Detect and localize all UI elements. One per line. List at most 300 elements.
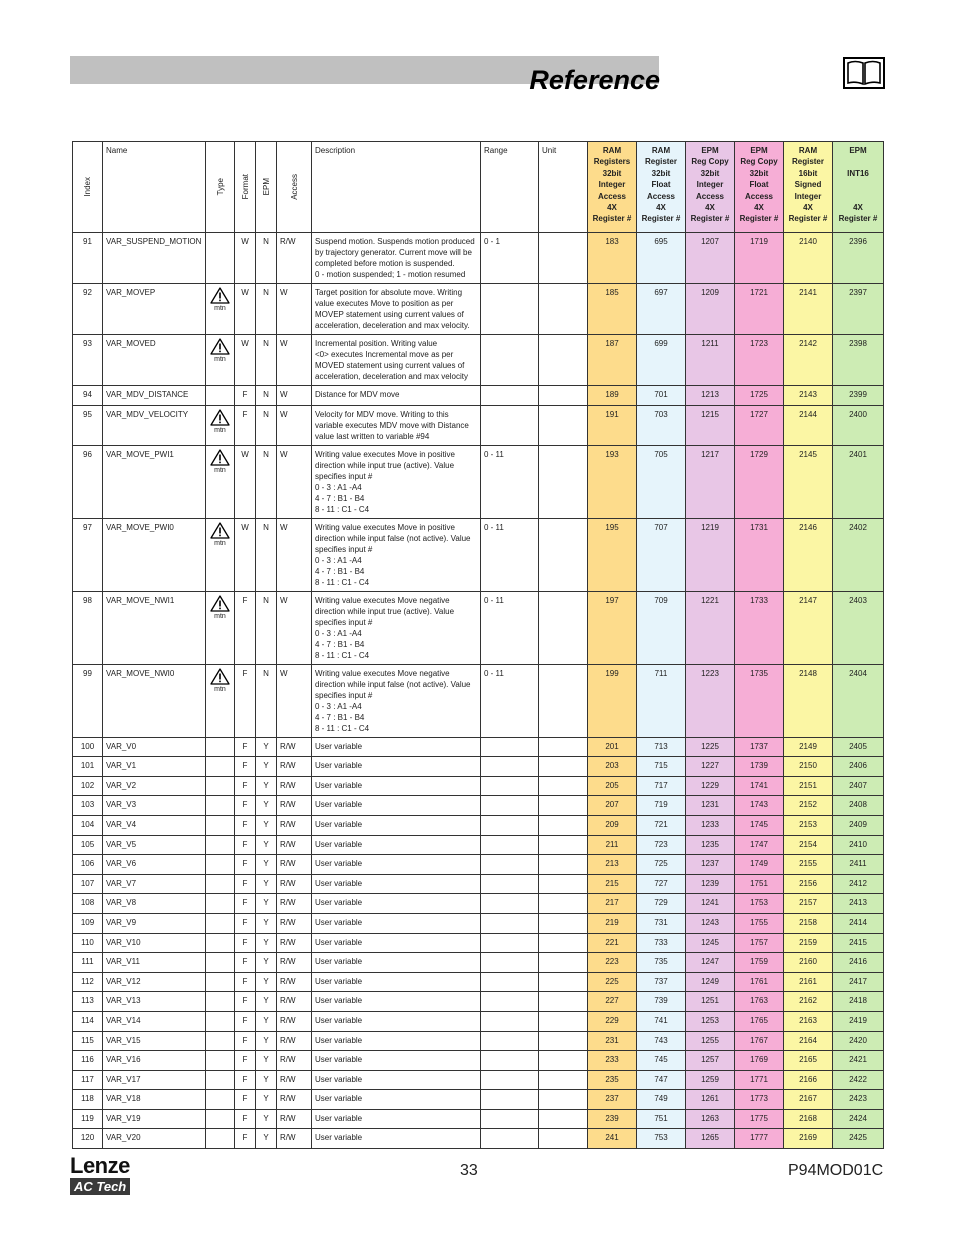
cell-index: 96 [73,445,103,518]
cell-register-e: 2168 [784,1109,833,1129]
description-line: MOVED statement using current values of [315,361,465,370]
header-line: INT16 [847,168,869,178]
cell-register-f: 2423 [833,1090,884,1110]
type-label: mtn [214,305,226,312]
cell-register-e: 2167 [784,1090,833,1110]
description-line: specifies input # [315,690,373,700]
cell-range: 0 - 11 [481,591,539,664]
header-line: Access [597,191,627,201]
description-line: specifies input # [315,544,373,554]
cell-index: 105 [73,835,103,855]
cell-register-e: 2153 [784,815,833,835]
description-line: acceleration, deceleration and max velocity [315,372,468,381]
header-line: Register # [592,214,632,224]
description-line: 0 - 3 : A1 -A4 [315,555,362,565]
header-line: Signed [794,180,822,190]
cell-type [206,405,235,445]
cell-register-e: 2152 [784,796,833,816]
cell-range [481,835,539,855]
warning-triangle-icon [210,409,230,426]
cell-type [206,591,235,664]
description-line: Distance for MDV move [315,390,400,399]
cell-name: VAR_V0 [103,737,206,757]
cell-index: 94 [73,386,103,406]
cell-epm: Y [256,1109,277,1129]
cell-unit [539,894,588,914]
cell-register-a: 203 [588,757,637,777]
description-line: User variable [315,1035,363,1045]
cell-register-d: 1733 [735,591,784,664]
cell-epm: Y [256,972,277,992]
cell-register-c: 1251 [686,992,735,1012]
cell-register-f: 2422 [833,1070,884,1090]
cell-name: VAR_V5 [103,835,206,855]
header-line: RAM [798,146,818,155]
description-line: 8 - 11 : C1 - C4 [315,504,370,514]
cell-unit [539,796,588,816]
description-line: acceleration, deceleration and max velocity. [315,321,470,330]
cell-type [206,386,235,406]
header-line: 4X [656,203,666,213]
cell-format: F [235,992,256,1012]
cell-register-f: 2412 [833,874,884,894]
cell-register-f: 2424 [833,1109,884,1129]
cell-type [206,796,235,816]
cell-range [481,913,539,933]
cell-name: VAR_V13 [103,992,206,1012]
cell-register-a: 191 [588,405,637,445]
cell-format: F [235,894,256,914]
cell-access: R/W [277,1129,312,1149]
cell-description [312,992,481,1012]
header-line: Float [651,180,671,190]
cell-description [312,386,481,406]
cell-register-b: 719 [637,796,686,816]
description-line: User variable [315,839,363,849]
cell-format: F [235,1129,256,1149]
cell-format: W [235,445,256,518]
table-row [73,1051,884,1071]
cell-register-e: 2165 [784,1051,833,1071]
cell-name: VAR_V19 [103,1109,206,1129]
description-line: completed before motion is suspended. [315,259,455,268]
cell-description [312,405,481,445]
cell-register-b: 733 [637,933,686,953]
table-row [73,518,884,591]
table-row [73,1090,884,1110]
cell-index: 92 [73,284,103,335]
cell-epm: Y [256,874,277,894]
description-line: 0 - motion suspended; 1 - motion resumed [315,270,466,279]
cell-description [312,284,481,335]
cell-access: R/W [277,1109,312,1129]
cell-register-e: 2143 [784,386,833,406]
cell-register-b: 745 [637,1051,686,1071]
table-row [73,445,884,518]
cell-epm: N [256,284,277,335]
table-row [73,953,884,973]
cell-epm: Y [256,835,277,855]
description-line: value executes Move to position as per [315,299,454,308]
col-ram-16bit-integer-header [784,142,833,233]
cell-access: R/W [277,233,312,284]
table-row [73,815,884,835]
cell-epm: Y [256,1011,277,1031]
cell-epm: N [256,335,277,386]
cell-description [312,933,481,953]
cell-description [312,757,481,777]
cell-type [206,1051,235,1071]
cell-description [312,776,481,796]
cell-description [312,972,481,992]
cell-register-b: 717 [637,776,686,796]
header-line [836,191,880,202]
cell-register-f: 2411 [833,855,884,875]
book-icon [843,57,885,89]
col-access-header: Access [277,142,312,233]
cell-register-a: 207 [588,796,637,816]
cell-register-b: 705 [637,445,686,518]
cell-register-f: 2407 [833,776,884,796]
cell-register-d: 1723 [735,335,784,386]
cell-register-a: 193 [588,445,637,518]
description-line: User variable [315,996,363,1006]
cell-register-b: 709 [637,591,686,664]
cell-range [481,1070,539,1090]
cell-unit [539,855,588,875]
cell-access: R/W [277,1031,312,1051]
cell-register-c: 1241 [686,894,735,914]
description-line: 0 - 3 : A1 -A4 [315,701,362,711]
cell-format: F [235,776,256,796]
cell-register-e: 2162 [784,992,833,1012]
cell-epm: N [256,664,277,737]
cell-epm: Y [256,1090,277,1110]
table-row [73,284,884,335]
description-line: User variable [315,1074,363,1084]
header-line: 16bit [798,168,818,178]
table-row [73,1129,884,1149]
cell-description [312,1109,481,1129]
description-line: User variable [315,1094,363,1104]
cell-register-a: 201 [588,737,637,757]
cell-register-d: 1767 [735,1031,784,1051]
cell-register-e: 2158 [784,913,833,933]
cell-format: W [235,284,256,335]
cell-index: 99 [73,664,103,737]
description-line: 0 - 3 : A1 -A4 [315,628,362,638]
cell-name: VAR_V12 [103,972,206,992]
cell-register-b: 699 [637,335,686,386]
table-row [73,796,884,816]
cell-name: VAR_MOVED [103,335,206,386]
cell-description [312,1051,481,1071]
cell-register-c: 1265 [686,1129,735,1149]
cell-access: R/W [277,913,312,933]
table-row [73,972,884,992]
table-row [73,664,884,737]
cell-unit [539,1109,588,1129]
col-index-header: Index [73,142,103,233]
cell-unit [539,233,588,284]
cell-register-a: 189 [588,386,637,406]
cell-index: 110 [73,933,103,953]
description-line: User variable [315,761,363,771]
header-line: EPM [849,146,867,155]
cell-register-c: 1255 [686,1031,735,1051]
cell-index: 100 [73,737,103,757]
description-line: Incremental position. Writing value [315,339,438,348]
cell-unit [539,1070,588,1090]
cell-range [481,386,539,406]
table-row [73,757,884,777]
cell-type [206,233,235,284]
cell-description [312,591,481,664]
cell-epm: Y [256,1070,277,1090]
cell-type [206,284,235,335]
cell-register-f: 2415 [833,933,884,953]
cell-description [312,1011,481,1031]
cell-register-a: 187 [588,335,637,386]
cell-register-b: 743 [637,1031,686,1051]
cell-epm: Y [256,1031,277,1051]
cell-register-d: 1727 [735,405,784,445]
cell-index: 104 [73,815,103,835]
cell-access: R/W [277,972,312,992]
cell-register-a: 183 [588,233,637,284]
col-type-header: Type [206,142,235,233]
cell-register-b: 721 [637,815,686,835]
cell-register-b: 729 [637,894,686,914]
cell-register-e: 2150 [784,757,833,777]
description-line: 8 - 11 : C1 - C4 [315,577,370,587]
description-line: variable executes MDV move with Distance [315,420,469,430]
cell-name: VAR_V7 [103,874,206,894]
cell-name: VAR_V16 [103,1051,206,1071]
header-line: Reg Copy [740,157,778,167]
cell-register-a: 231 [588,1031,637,1051]
cell-register-b: 725 [637,855,686,875]
table-row [73,894,884,914]
cell-register-a: 205 [588,776,637,796]
cell-range: 0 - 11 [481,445,539,518]
cell-register-d: 1751 [735,874,784,894]
logo-actech-text: AC Tech [70,1178,130,1195]
table-row [73,874,884,894]
cell-register-e: 2161 [784,972,833,992]
header-line: Integer [794,191,822,201]
description-line: User variable [315,741,363,751]
cell-type [206,992,235,1012]
cell-register-e: 2166 [784,1070,833,1090]
cell-epm: Y [256,855,277,875]
description-line: specifies input # [315,617,373,627]
cell-index: 98 [73,591,103,664]
cell-register-f: 2403 [833,591,884,664]
description-line: 4 - 7 : B1 - B4 [315,712,365,722]
col-ram-32bit-integer-header [588,142,637,233]
cell-range [481,405,539,445]
cell-register-c: 1225 [686,737,735,757]
cell-register-f: 2410 [833,835,884,855]
description-line: 4 - 7 : B1 - B4 [315,493,365,503]
cell-name: VAR_V10 [103,933,206,953]
cell-access: W [277,518,312,591]
cell-unit [539,815,588,835]
cell-name: VAR_MDV_DISTANCE [103,386,206,406]
cell-register-f: 2408 [833,796,884,816]
cell-range: 0 - 11 [481,664,539,737]
cell-epm: Y [256,1051,277,1071]
cell-type [206,835,235,855]
cell-type [206,518,235,591]
cell-index: 107 [73,874,103,894]
cell-name: VAR_V9 [103,913,206,933]
cell-range: 0 - 1 [481,233,539,284]
cell-range: 0 - 11 [481,518,539,591]
cell-description [312,664,481,737]
header-line: Access [646,191,676,201]
cell-name: VAR_MOVE_NWI0 [103,664,206,737]
cell-unit [539,953,588,973]
cell-register-d: 1739 [735,757,784,777]
type-label: mtn [214,612,226,620]
cell-register-a: 217 [588,894,637,914]
cell-name: VAR_V15 [103,1031,206,1051]
cell-format: F [235,386,256,406]
cell-format: F [235,405,256,445]
cell-access: W [277,284,312,335]
cell-unit [539,757,588,777]
type-label: mtn [214,539,226,547]
header-line: Register [644,157,677,167]
cell-access: R/W [277,992,312,1012]
cell-type [206,1011,235,1031]
cell-register-d: 1721 [735,284,784,335]
cell-register-f: 2400 [833,405,884,445]
cell-format: F [235,913,256,933]
header-line: Integer [696,180,724,190]
cell-register-c: 1223 [686,664,735,737]
cell-register-d: 1745 [735,815,784,835]
cell-name: VAR_V8 [103,894,206,914]
cell-name: VAR_SUSPEND_MOTION [103,233,206,284]
cell-description [312,737,481,757]
cell-access: R/W [277,737,312,757]
description-line: Velocity for MDV move. Writing to this [315,409,449,419]
description-line: direction while input true (active). Value [315,606,455,616]
cell-type [206,335,235,386]
cell-range [481,874,539,894]
header-line: Reg Copy [691,157,729,167]
table-row [73,1070,884,1090]
col-unit-header: Unit [539,142,588,233]
description-line: 4 - 7 : B1 - B4 [315,639,365,649]
cell-format: F [235,1070,256,1090]
cell-register-a: 219 [588,913,637,933]
cell-index: 117 [73,1070,103,1090]
cell-register-e: 2155 [784,855,833,875]
logo-lenze-text: Lenze [70,1153,130,1178]
cell-register-c: 1217 [686,445,735,518]
cell-register-a: 213 [588,855,637,875]
cell-name: VAR_V11 [103,953,206,973]
cell-unit [539,913,588,933]
col-description-header: Description [312,142,481,233]
cell-register-f: 2419 [833,1011,884,1031]
cell-register-f: 2416 [833,953,884,973]
cell-register-e: 2159 [784,933,833,953]
cell-epm: N [256,518,277,591]
cell-format: F [235,1090,256,1110]
table-row [73,855,884,875]
cell-register-a: 197 [588,591,637,664]
col-range-header: Range [481,142,539,233]
cell-unit [539,1011,588,1031]
cell-register-f: 2401 [833,445,884,518]
description-line: Writing value executes Move in positive [315,522,455,532]
cell-description [312,1129,481,1149]
cell-register-a: 215 [588,874,637,894]
cell-index: 95 [73,405,103,445]
cell-index: 93 [73,335,103,386]
cell-index: 97 [73,518,103,591]
cell-description [312,445,481,518]
cell-epm: N [256,386,277,406]
cell-register-b: 713 [637,737,686,757]
table-row [73,1109,884,1129]
table-body [73,233,884,1149]
cell-register-b: 747 [637,1070,686,1090]
cell-type [206,1090,235,1110]
type-label: mtn [214,356,226,363]
header-line: Access [695,191,725,201]
cell-register-f: 2405 [833,737,884,757]
table-row [73,591,884,664]
cell-register-d: 1747 [735,835,784,855]
cell-index: 101 [73,757,103,777]
cell-unit [539,1051,588,1071]
cell-unit [539,1031,588,1051]
cell-register-a: 211 [588,835,637,855]
table-row [73,835,884,855]
cell-register-d: 1753 [735,894,784,914]
cell-type [206,972,235,992]
cell-name: VAR_MDV_VELOCITY [103,405,206,445]
cell-unit [539,405,588,445]
header-line [836,179,880,190]
cell-register-c: 1213 [686,386,735,406]
cell-register-a: 237 [588,1090,637,1110]
cell-register-d: 1755 [735,913,784,933]
cell-register-d: 1743 [735,796,784,816]
cell-register-a: 223 [588,953,637,973]
cell-description [312,815,481,835]
cell-description [312,913,481,933]
cell-register-f: 2413 [833,894,884,914]
cell-register-f: 2418 [833,992,884,1012]
description-line: by trajectory generator. Current move will be [315,248,472,257]
cell-register-c: 1231 [686,796,735,816]
cell-register-e: 2164 [784,1031,833,1051]
cell-access: R/W [277,1070,312,1090]
cell-format: F [235,591,256,664]
cell-epm: N [256,591,277,664]
col-epm-int16-header [833,142,884,233]
cell-register-f: 2398 [833,335,884,386]
page-number: 33 [460,1162,478,1179]
cell-description [312,1090,481,1110]
